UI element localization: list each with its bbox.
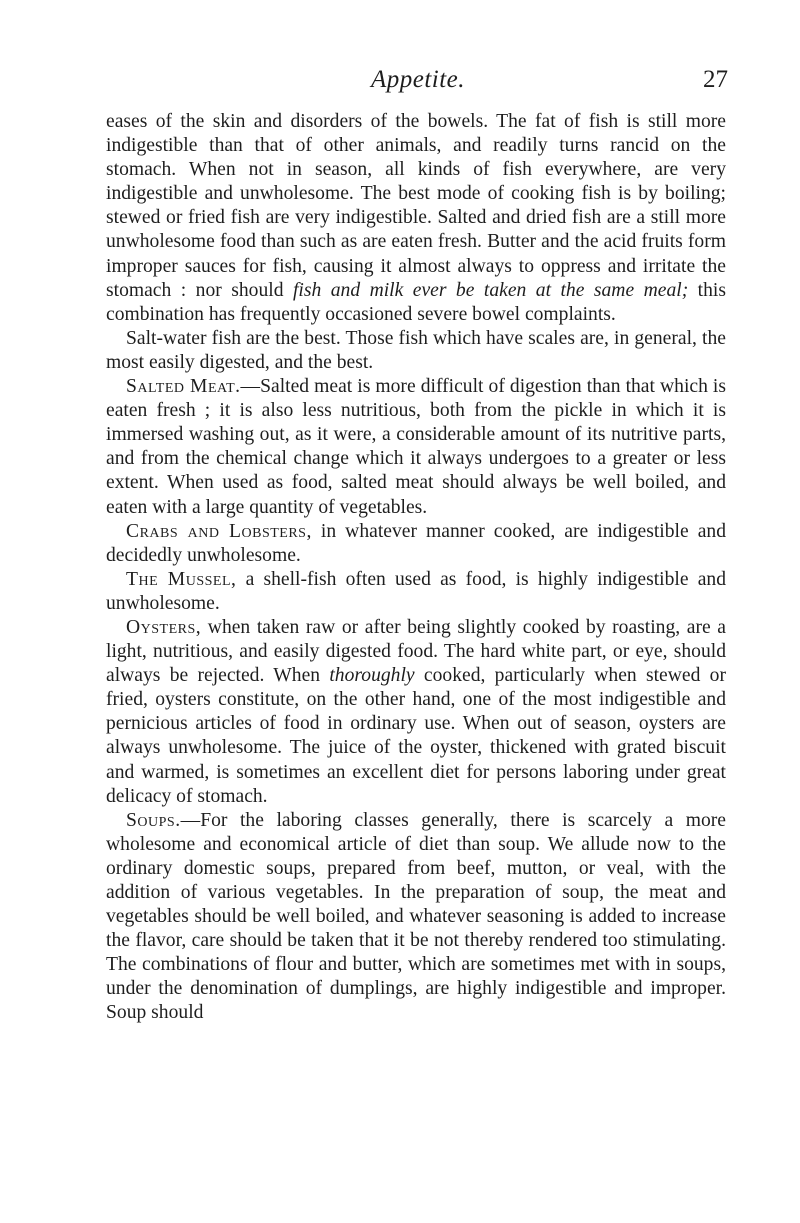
- page-number: 27: [703, 66, 728, 93]
- body-text: [106, 110, 726, 1026]
- emphasis-thoroughly: thoroughly: [329, 665, 415, 687]
- paragraph-soups: Soups.—For the laboring classes generally, there is scarcely a more wholesome and economical article of diet than soup. We allude now to the ordinary domestic soups, prepared from beef, mutton, or veal, with the addition of various vegetables. In the preparation of soup, the meat and vegetables should be well boiled, and whatever seasoning is added to increase the flavor, care should be taken that it be not thereby rendered too stimulating. The combinations of flour and butter, which are sometimes met with in soups, under the denomination of dumplings, are highly indigestible and improper. Soup should: [106, 809, 726, 1024]
- paragraph-salted-meat: Salted Meat.—Salted meat is more difficult of digestion than that which is eaten fresh ; it is also less nutritious, both from the pickle in which it is immersed washing out, as it were, a considerable amount of its nutritive parts, and from the chemical change which it always undergoes to a greater or less extent. When used as food, salted meat should always be well boiled, and eaten with a large quantity of vegetables.: [106, 376, 727, 518]
- heading-oysters: Oysters,: [126, 616, 202, 638]
- paragraph-oysters: Oysters, when taken raw or after being slightly cooked by roasting, are a light, nutritious, and easily digested food. The hard white part, or eye, should always be rejected. When thoroughly cooked, particularly when stewed or fried, oysters constitute, on the other hand, one of the most indigestible and pernicious articles of food in ordinary use. When out of season, oysters are always unwholesome. The juice of the oyster, thickened with grated biscuit and warmed, is sometimes an excellent diet for persons laboring under great delicacy of stomach.: [106, 616, 726, 807]
- paragraph-crabs-and-lobsters: Crabs and Lobsters, in whatever manner cooked, are indigestible and decidedly unwholesome.: [106, 520, 726, 566]
- heading-soups: Soups.: [126, 809, 181, 831]
- running-title: Appetite.: [370, 66, 466, 93]
- paragraph-fish-continued: eases of the skin and disorders of the bowels. The fat of fish is still more indigestible than that of other animals, and readily turns rancid on the stomach. When not in season, all kinds of fish everywhere, are very indigestible and unwholesome. The best mode of cooking fish is by boiling; stewed or fried fish are very indigestible. Salted and dried fish are a still more unwholesome food than such as are eaten fresh. Butter and the acid fruits form improper sauces for fish, causing it almost always to oppress and irritate the stomach : nor should fish and milk ever be taken at the same meal; this combination has frequently occasioned severe bowel complaints.: [106, 111, 726, 325]
- emphasis-fish-and-milk: fish and milk ever be taken at the same meal;: [292, 279, 689, 301]
- heading-mussel: The Mussel,: [126, 568, 237, 590]
- page-header: [108, 66, 728, 102]
- paragraph-mussel: The Mussel, a shell-fish often used as food, is highly indigestible and unwholesome.: [106, 568, 726, 614]
- heading-crabs-and-lobsters: Crabs and Lobsters,: [126, 520, 312, 542]
- heading-salted-meat: Salted Meat.: [126, 376, 241, 398]
- paragraph-salt-water-fish: Salt-water fish are the best. Those fish which have scales are, in general, the most easily digested, and the best.: [106, 327, 726, 373]
